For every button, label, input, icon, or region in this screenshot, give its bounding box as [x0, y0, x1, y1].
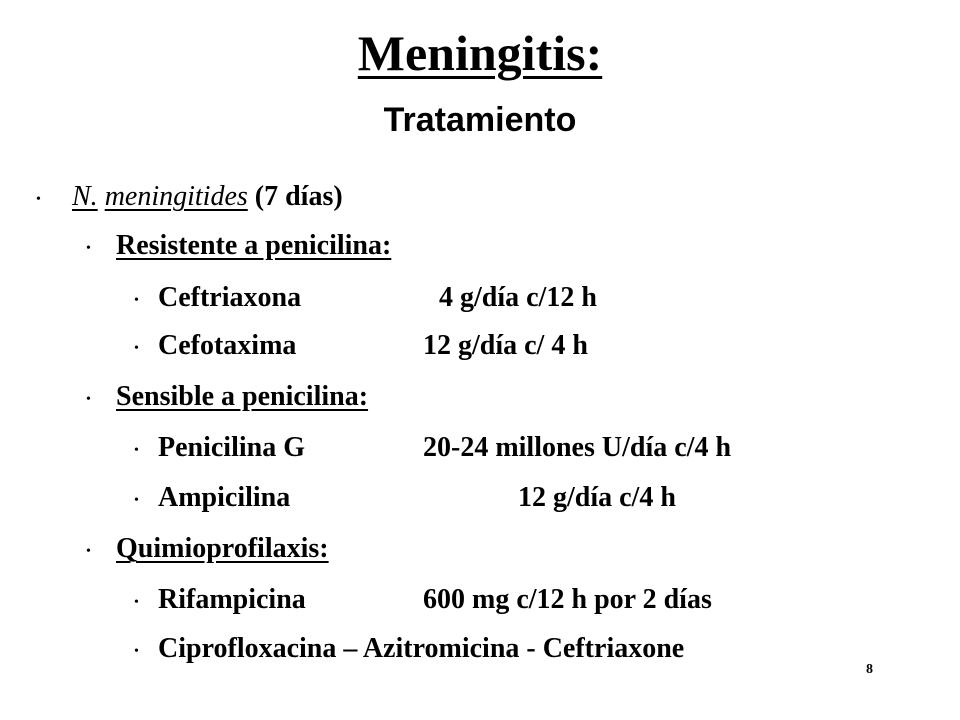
drug-item [158, 632, 684, 666]
drug-dose: 20-24 millones U/día c/4 h [423, 432, 732, 463]
drug-name: Ceftriaxona [158, 282, 302, 313]
drug-name: Ciprofloxacina – Azitromicina - Ceftriaxone [158, 633, 685, 664]
section-heading-prophylaxis: Quimioprofilaxis: [116, 533, 329, 564]
bullet-marker: • [134, 293, 139, 308]
drug-dose: 12 g/día c/4 h [518, 482, 676, 513]
bullet-marker: • [134, 644, 139, 659]
bullet-marker: • [134, 341, 139, 356]
drug-item [158, 281, 597, 315]
bullet-marker: • [86, 392, 91, 407]
drug-dose: 600 mg c/12 h por 2 días [423, 584, 712, 615]
organism-abbr: N. [72, 181, 98, 212]
drug-item [158, 481, 676, 515]
drug-item [158, 431, 732, 465]
drug-dose: 12 g/día c/ 4 h [423, 330, 588, 361]
organism-line [72, 180, 343, 214]
bullet-marker: • [134, 595, 139, 610]
section-heading-resistant: Resistente a penicilina: [116, 230, 392, 261]
slide-subtitle: Tratamiento [383, 101, 577, 139]
section-heading-sensitive: Sensible a penicilina: [116, 381, 369, 412]
organism-duration: (7 días) [254, 181, 343, 212]
bullet-marker: • [134, 493, 139, 508]
bullet-marker: • [86, 544, 91, 559]
drug-dose: 4 g/día c/12 h [439, 282, 597, 313]
page-number: 8 [866, 662, 873, 677]
drug-name: Ampicilina [158, 482, 291, 513]
organism-name: meningitides [104, 181, 248, 212]
drug-name: Rifampicina [158, 584, 306, 615]
bullet-marker: • [36, 192, 41, 207]
drug-item [158, 329, 588, 363]
bullet-marker: • [86, 241, 91, 256]
drug-item [158, 583, 712, 617]
bullet-marker: • [134, 443, 139, 458]
drug-name: Cefotaxima [158, 330, 297, 361]
slide-title: Meningitis: [357, 25, 603, 81]
drug-name: Penicilina G [158, 432, 305, 463]
